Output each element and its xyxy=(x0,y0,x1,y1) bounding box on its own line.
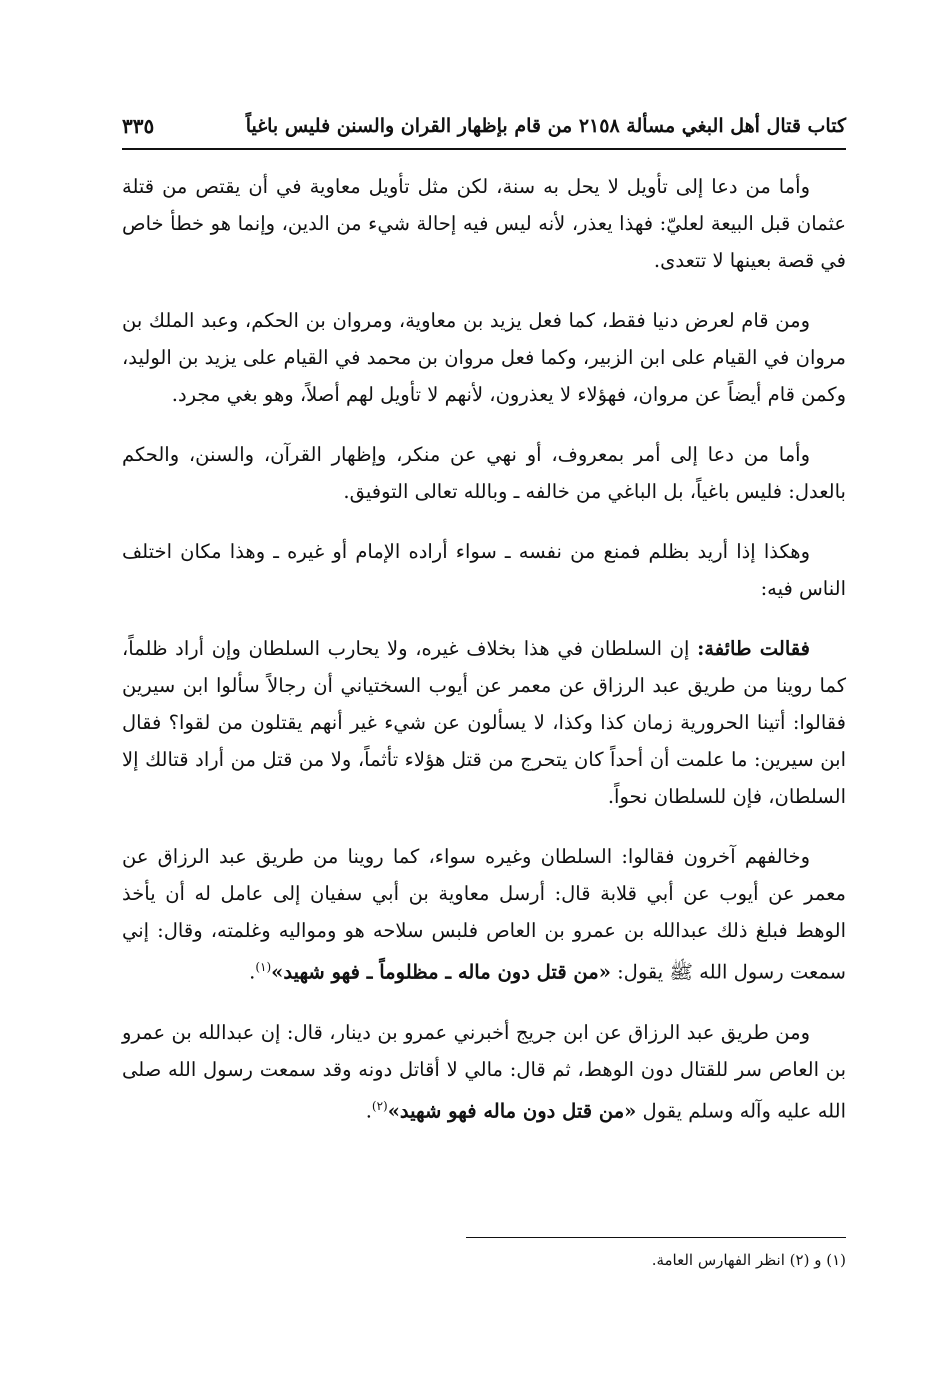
body-text xyxy=(122,168,846,1152)
paragraph-lead: فقالت طائفة: xyxy=(697,637,810,660)
running-header xyxy=(122,104,846,150)
paragraph-text: وخالفهم آخرون فقالوا: السلطان وغيره سواء، كما روينا من طريق عبد الرزاق عن معمر عن أيوب عن أبي قلابة قال: أرسل معاوية بن أبي سفيان إلى عامل له أن يأخذ الوهط فبلغ ذلك عبدالله بن عمرو بن العاص فلبس سلاحه هو ومواليه وغلمته، وقال: إني سمعت رسول الله ﷺ يقول: xyxy=(122,845,846,984)
hadith-quote: «من قتل دون ماله ـ مظلوماً ـ فهو شهيد» xyxy=(271,960,611,984)
paragraph-end: . xyxy=(249,960,256,984)
hadith-quote: «من قتل دون ماله فهو شهيد» xyxy=(387,1099,637,1122)
paragraph xyxy=(122,838,846,991)
paragraph xyxy=(122,630,846,815)
paragraph xyxy=(122,533,846,607)
paragraph-text: إن السلطان في هذا بخلاف غيره، ولا يحارب السلطان وإن أراد ظلماً، كما روينا من طريق عبد الرزاق عن معمر عن أيوب السختياني أن رجالاً سألوا ابن سيرين فقالوا: أتينا الحرورية زمان كذا وكذا، لا يسألون عن شيء غير أنهم يقتلون من لقوا؟ فقال ابن سيرين: ما علمت أن أحداً كان يتحرج من قتل هؤلاء تأثماً، ولا من قتل من أراد قتالك إلا السلطان، فإن للسلطان نحواً. xyxy=(122,637,846,808)
paragraph-text: وأما من دعا إلى تأويل لا يحل به سنة، لكن مثل تأويل معاوية في أن يقتص من قتلة عثمان قبل البيعة لعليّ: فهذا يعذر، لأنه ليس فيه إحالة شيء من الدين، وإنما هو خطأ خاص في قصة بعينها لا تتعدى. xyxy=(122,175,846,272)
paragraph-text: وأما من دعا إلى أمر بمعروف، أو نهي عن منكر، وإظهار القرآن، والسنن، والحكم بالعدل: فليس باغياً، بل الباغي من خالفه ـ وبالله تعالى التوفيق. xyxy=(122,443,846,503)
paragraph-text: ومن طريق عبد الرزاق عن ابن جريج أخبرني عمرو بن دينار، قال: إن عبدالله بن عمرو بن العاص سر للقتال دون الوهط، ثم قال: مالي لا أقاتل دونه وقد سمعت رسول الله صلى الله عليه وآله وسلم يقول xyxy=(122,1020,846,1122)
paragraph xyxy=(122,168,846,279)
footnote-marker: (١) xyxy=(255,960,272,974)
footnote-divider xyxy=(466,1237,846,1238)
footnote: (١) و (٢) انظر الفهارس العامة. xyxy=(651,1251,846,1269)
paragraph xyxy=(122,436,846,510)
paragraph-end: . xyxy=(365,1099,372,1122)
paragraph-text: ومن قام لعرض دنيا فقط، كما فعل يزيد بن معاوية، ومروان بن الحكم، وعبد الملك بن مروان في القيام على ابن الزبير، وكما فعل مروان بن محمد في القيام على يزيد بن الوليد، وكمن قام أيضاً عن مروان، فهؤلاء لا يعذرون، لأنهم لا تأويل لهم أصلاً، وهو بغي مجرد. xyxy=(122,309,846,406)
paragraph xyxy=(122,1014,846,1130)
header-title: كتاب قتال أهل البغي مسألة ٢١٥٨ من قام بإظهار القران والسنن فليس باغياً xyxy=(245,115,846,137)
page-number: ٣٣٥ xyxy=(122,114,155,138)
paragraph xyxy=(122,302,846,413)
footnote-marker: (٢) xyxy=(371,1098,388,1113)
paragraph-text: وهكذا إذا أريد بظلم فمنع من نفسه ـ سواء أراده الإمام أو غيره ـ وهذا مكان اختلف الناس فيه: xyxy=(122,540,846,600)
